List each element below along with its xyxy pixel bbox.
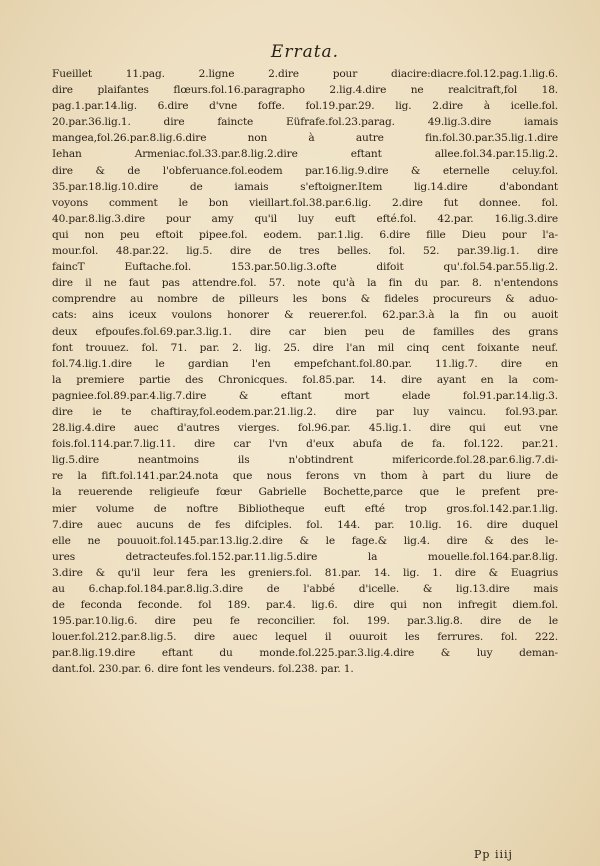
errata-line: Fueillet 11.pag. 2.ligne 2.dire pour diacire:diacre.fol.12.pag.1.lig.6. [52,68,558,80]
errata-line: faincT Euftache.fol. 153.par.50.lig.3.ofte difoit qu'.fol.54.par.55.lig.2. [52,261,558,274]
errata-line: dire & de l'obferuance.fol.eodem par.16.lig.9.dire & eternelle celuy.fol. [52,164,558,177]
errata-line: cats: ains iceux voulons honorer & reuerer.fol. 62.par.3.à la fin ou auoit [52,309,558,322]
errata-line: ures detracteufes.fol.152.par.11.lig.5.dire la mouelle.fol.164.par.8.lig. [52,550,558,563]
errata-line: pagniee.fol.89.par.4.lig.7.dire & eftant mort elade fol.91.par.14.lig.3. [52,389,558,402]
errata-line: deux efpoufes.fol.69.par.3.lig.1. dire car bien peu de familles des grans [52,325,558,338]
errata-line: 195.par.10.lig.6. dire peu fe reconcilier. fol. 199. par.3.lig.8. dire de le [52,615,558,628]
errata-line: dire il ne faut pas attendre.fol. 57. note qu'à la fin du par. 8. n'entendons [52,277,558,290]
errata-line: 3.dire & qu'il leur fera les greniers.fol. 81.par. 14. lig. 1. dire & Euagrius [52,566,558,579]
page-title: Errata. [270,42,340,62]
errata-line: fois.fol.114.par.7.lig.11. dire car l'vn d'eux abufa de fa. fol.122. par.21. [52,438,558,451]
signature-mark: Pp iiij [474,848,513,861]
errata-line: la reuerende religieufe fœur Gabrielle Bochette,parce que le prefent pre- [52,486,558,499]
errata-line: dire plaifantes flœurs.fol.16.paragrapho 2.lig.4.dire ne realcitraft,fol 18. [52,84,558,97]
errata-lines [52,66,558,678]
errata-line: re la fift.fol.141.par.24.nota que nous ferons vn thom à part du liure de [52,470,558,483]
errata-line: 7.dire auec aucuns de fes difciples. fol. 144. par. 10.lig. 16. dire duquel [52,518,558,531]
errata-line: de feconda feconde. fol 189. par.4. lig.6. dire qui non infregit diem.fol. [52,599,558,612]
errata-line: 20.par.36.lig.1. dire faincte Eüfrafe.fol.23.parag. 49.lig.3.dire iamais [52,116,558,129]
errata-line: pag.1.par.14.lig. 6.dire d'vne foffe. fol.19.par.29. lig. 2.dire à icelle.fol. [52,100,558,113]
errata-line: au 6.chap.fol.184.par.8.lig.3.dire de l'abbé d'icelle. & lig.13.dire mais [52,583,558,595]
errata-line: la premiere partie des Chronicques. fol.85.par. 14. dire ayant en la com- [52,373,558,386]
errata-line: 40.par.8.lig.3.dire pour amy qu'il luy euft efté.fol. 42.par. 16.lig.3.dire [52,212,558,225]
errata-line: comprendre au nombre de pilleurs les bons & fideles procureurs & aduo- [52,293,558,306]
errata-text-block [52,42,558,678]
errata-line: lig.5.dire neantmoins ils n'obtindrent mifericorde.fol.28.par.6.lig.7.di- [52,454,558,467]
errata-line: font trouuez. fol. 71. par. 2. lig. 25. dire l'an mil cinq cent foixante neuf. [52,341,558,354]
errata-line: louer.fol.212.par.8.lig.5. dire auec lequel il ouuroit les ferrures. fol. 222. [52,631,558,644]
errata-line: mangea,fol.26.par.8.lig.6.dire non à autre fin.fol.30.par.35.lig.1.dire [52,132,558,145]
errata-line: mour.fol. 48.par.22. lig.5. dire de tres belles. fol. 52. par.39.lig.1. dire [52,245,558,258]
errata-line: 35.par.18.lig.10.dire de iamais s'eftoigner.Item lig.14.dire d'abondant [52,180,558,193]
errata-line: mier volume de noftre Bibliotheque euft efté trop gros.fol.142.par.1.lig. [52,502,558,515]
errata-line: dant.fol. 230.par. 6. dire font les vendeurs. fol.238. par. 1. [52,663,354,676]
errata-line: fol.74.lig.1.dire le gardian l'en empefchant.fol.80.par. 11.lig.7. dire en [52,357,558,370]
errata-line: voyons comment le bon vieillart.fol.38.par.6.lig. 2.dire fut donnee. fol. [52,196,558,209]
errata-line: dire ie te chaftiray,fol.eodem.par.21.lig.2. dire par luy vaincu. fol.93.par. [52,405,558,418]
errata-line: elle ne pouuoit.fol.145.par.13.lig.2.dire & le fage.& lig.4. dire & des le- [52,534,558,547]
errata-line: Iehan Armeniac.fol.33.par.8.lig.2.dire eftant allee.fol.34.par.15.lig.2. [52,148,558,161]
errata-line: qui non peu eftoit pipee.fol. eodem. par.1.lig. 6.dire fille Dieu pour l'a- [52,228,558,241]
errata-line: 28.lig.4.dire auec d'autres vierges. fol.96.par. 45.lig.1. dire qui eut vne [52,422,558,435]
errata-line: par.8.lig.19.dire eftant du monde.fol.225.par.3.lig.4.dire & luy deman- [52,647,558,660]
